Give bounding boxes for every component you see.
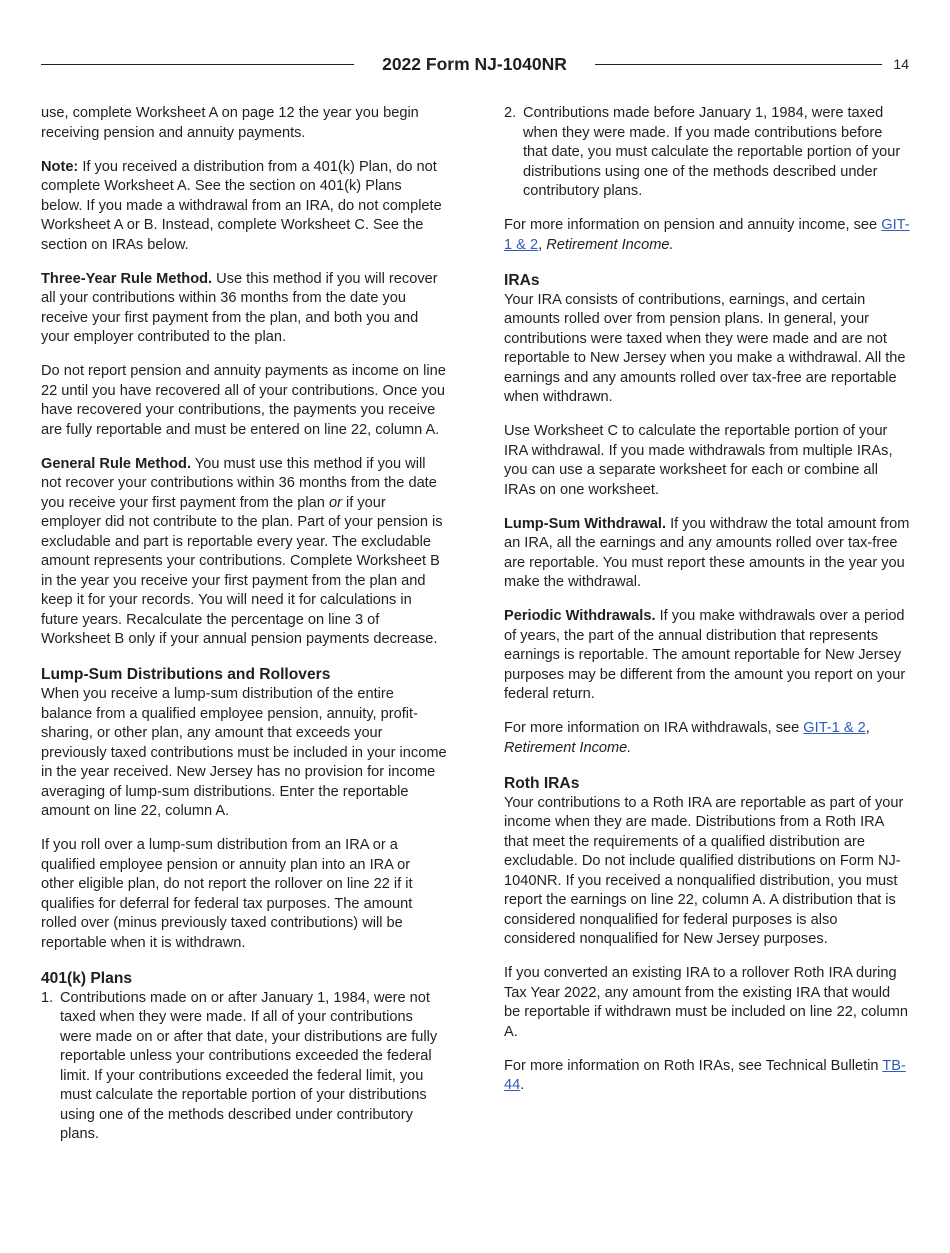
pension-more-text: For more information on pension and annuity income, see bbox=[504, 217, 882, 233]
401k-list bbox=[41, 989, 447, 1145]
note-paragraph bbox=[41, 158, 447, 256]
roth-more-text: For more information on Roth IRAs, see Technical Bulletin bbox=[504, 1057, 883, 1074]
ira-more-sep: , bbox=[865, 720, 870, 736]
list-item-text: Contributions made on or after January 1, 1984, were not taxed when they were made. If all of your contributions were made on or after that date, your distributions are fully reportable unless your contributions exceeded the federal limit. If your contributions exceeded the federal limit, you must calculate the reportable portion of your distributions using one of the methods described under contributory plans. bbox=[60, 989, 438, 1142]
lump-sum-paragraph-2: If you roll over a lump-sum distribution from an IRA or a qualified employee pension or annuity plan into an IRA or other eligible plan, do not report the rollover on line 22 if it qualifies for deferral for federal tax purposes. The amount rolled over (minus previously taxed contributions) will be reportable when it is withdrawn. bbox=[41, 837, 413, 951]
lump-sum-paragraph-1: When you receive a lump-sum distribution of the entire balance from a qualified employee pension, annuity, profit-sharing, or other plan, any amount that exceeds your previously taxed contributions must be included in your income in the year received. New Jersey has no provision for income averaging of lump-sum distributions. Enter the reportable amount on line 22, column A. bbox=[41, 686, 447, 819]
iras-paragraph-2: Use Worksheet C to calculate the reportable portion of your IRA withdrawal. If you made withdrawals from multiple IRAs, you can use a separate worksheet for each or combine all IRAs on one worksheet. bbox=[504, 423, 893, 498]
general-rule-text-2: if your employer did not contribute to the plan. Part of your pension is excludable and part is reportable every year. The excludable amount represents your contributions. Complete Worksheet B in the year you receive your first payment from the plan and keep it for your records. You will need it for calculations in future years. Recalculate the percentage on line 3 of Worksheet B only if your annual pension payments decrease. bbox=[41, 494, 443, 647]
git-1-2-link[interactable]: GIT-1 & 2 bbox=[504, 217, 910, 253]
list-item-number: 1. bbox=[41, 989, 54, 1006]
periodic-withdrawals-paragraph bbox=[504, 607, 910, 705]
lump-sum-withdrawal-text: If you withdraw the total amount from an IRA, all the earnings and any amounts rolled over tax-free are reportable. You must report these amounts in the year you make the withdrawal. bbox=[504, 515, 910, 590]
pension-more-sep: , bbox=[538, 236, 547, 253]
ira-more-text: For more information on IRA withdrawals, see bbox=[504, 720, 804, 736]
list-item bbox=[41, 989, 447, 1145]
note-label: Note: bbox=[41, 158, 79, 175]
periodic-withdrawals-text: If you make withdrawals over a period of years, the part of the annual distribution that represents earnings is reportable. The amount reportable for New Jersey purposes may be different from the amount you report on your federal return. bbox=[504, 608, 906, 702]
periodic-withdrawals-label: Periodic Withdrawals. bbox=[504, 608, 656, 624]
iras-paragraph-1: Your IRA consists of contributions, earnings, and certain amounts rolled over from pension plans. In general, your contributions were taxed when they were made and are not reportable to New Jersey when you make a withdrawal. All the earnings and any amounts rolled over tax-free are reportable when withdrawn. bbox=[504, 291, 906, 405]
git-1-2-link[interactable]: GIT-1 & 2 bbox=[803, 720, 866, 736]
do-not-report-paragraph: Do not report pension and annuity payments as income on line 22 until you have recovered all of your contributions. Once you have recovered your contributions, the payments you receive are fully reportable and must be entered on line 22, column A. bbox=[41, 363, 446, 438]
header-rule-right bbox=[595, 64, 882, 65]
general-rule-paragraph bbox=[41, 455, 447, 650]
page-number: 14 bbox=[893, 56, 909, 72]
list-item-text: Contributions made before January 1, 1984, were taxed when they were made. If you made contributions before that date, you must calculate the reportable portion of your distributions using one of the methods described under contributory plans. bbox=[523, 105, 901, 199]
page-title: 2022 Form NJ-1040NR bbox=[382, 54, 567, 74]
left-column bbox=[41, 104, 447, 1159]
list-item bbox=[504, 104, 910, 202]
401k-heading: 401(k) Plans bbox=[41, 969, 133, 987]
roth-iras-heading: Roth IRAs bbox=[504, 774, 580, 792]
three-year-label: Three-Year Rule Method. bbox=[41, 270, 213, 287]
header-rule-left bbox=[41, 64, 354, 65]
general-rule-text-1: You must use this method if you will not recover your contributions within 36 months from the date you receive your first payment from the plan bbox=[41, 455, 437, 511]
roth-paragraph-2: If you converted an existing IRA to a rollover Roth IRA during Tax Year 2022, any amount from the existing IRA that would be reportable if withdrawn must be included on line 22, column A. bbox=[504, 965, 908, 1040]
roth-more-info bbox=[504, 1057, 910, 1096]
general-rule-label: General Rule Method. bbox=[41, 455, 192, 472]
retirement-income-title: Retirement Income. bbox=[504, 739, 632, 756]
pension-more-info bbox=[504, 216, 910, 255]
401k-list-continued bbox=[504, 104, 910, 202]
lump-sum-withdrawal-paragraph bbox=[504, 515, 910, 593]
tb-44-link[interactable]: TB-44 bbox=[504, 1057, 906, 1093]
lump-sum-withdrawal-label: Lump-Sum Withdrawal. bbox=[504, 515, 667, 532]
roth-more-post: . bbox=[520, 1077, 525, 1093]
three-year-text: Use this method if you will recover all your contributions within 36 months from the date you receive your first payment from the plan, and both you and your employer contributed to the plan. bbox=[41, 270, 438, 345]
retirement-income-title: Retirement Income. bbox=[546, 236, 674, 253]
roth-paragraph-1: Your contributions to a Roth IRA are reportable as part of your income when they are made. Distributions from a Roth IRA that meet the requirements of a qualified distribution are excludable. Do not include qualified distributions on Form NJ-1040NR. If you received a nonqualified distribution, you must report the earnings on line 22, column A. A distribution that is considered nonqualified for federal purposes is also considered nonqualified for New Jersey purposes. bbox=[504, 794, 904, 947]
right-column bbox=[504, 104, 910, 1110]
ira-more-info bbox=[504, 719, 910, 758]
lump-sum-heading: Lump-Sum Distributions and Rollovers bbox=[41, 666, 331, 683]
intro-paragraph: use, complete Worksheet A on page 12 the year you begin receiving pension and annuity payments. bbox=[41, 105, 419, 141]
note-text: If you received a distribution from a 401(k) Plan, do not complete Worksheet A. See the section on 401(k) Plans below. If you made a withdrawal from an IRA, do not complete Worksheet A or B. Instead, complete Worksheet C. See the section on IRAs below. bbox=[41, 158, 442, 253]
list-item-number: 2. bbox=[504, 105, 517, 121]
three-year-paragraph bbox=[41, 270, 447, 348]
general-rule-or: or bbox=[328, 494, 342, 511]
iras-heading: IRAs bbox=[504, 271, 540, 289]
page-header bbox=[41, 52, 909, 76]
